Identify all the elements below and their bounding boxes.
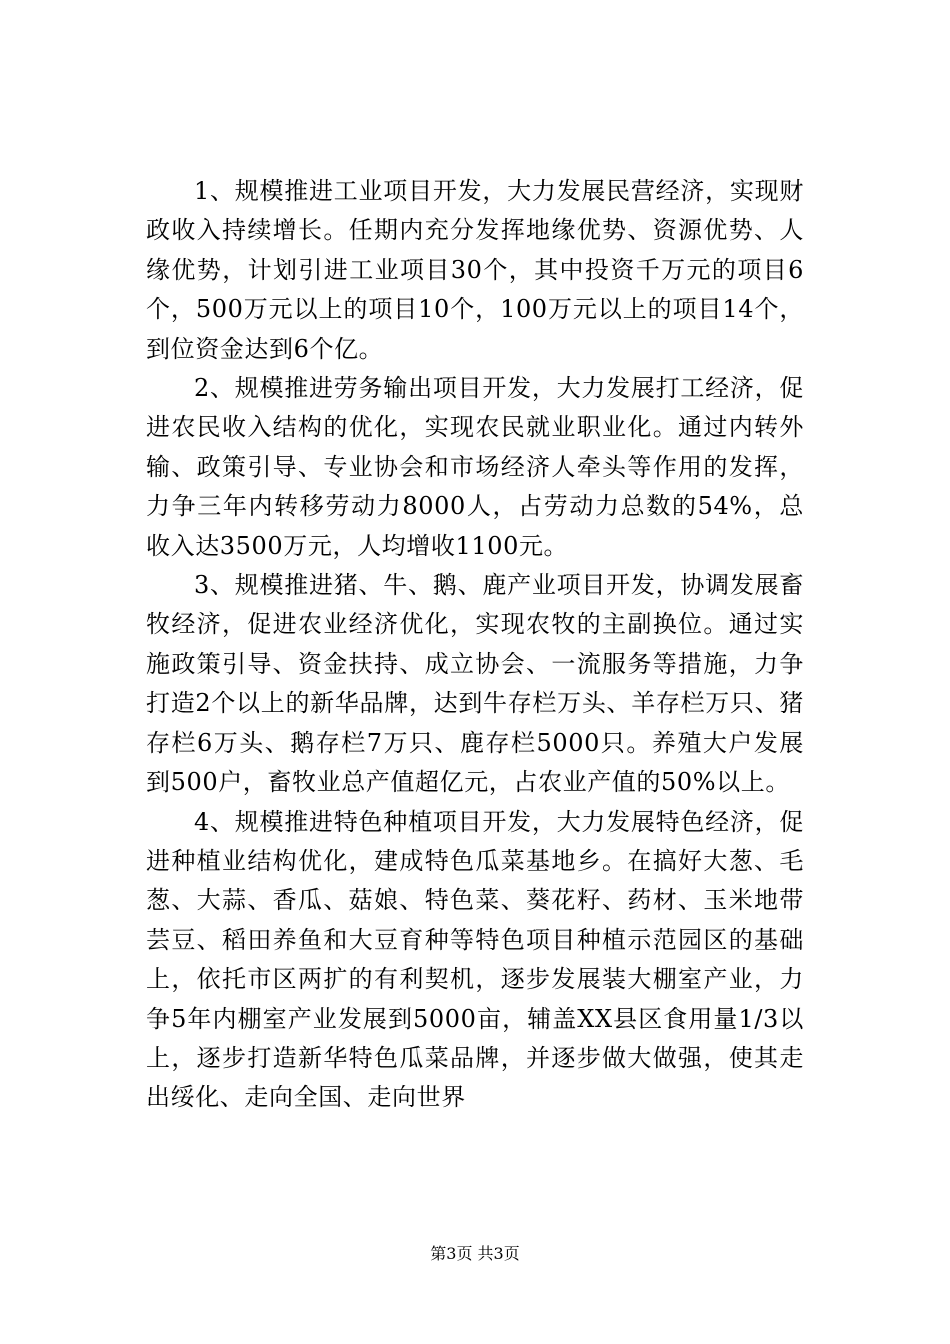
paragraph-livestock: 3、规模推进猪、牛、鹅、鹿产业项目开发，协调发展畜牧经济，促进农业经济优化，实现农牧的主副换位。通过实施政策引导、资金扶持、成立协会、一流服务等措施，力争打造2个以上的新华品牌，达到牛存栏万头、羊存栏万只、猪存栏6万头、鹅存栏7万只、鹿存栏5000只。养殖大户发展到500户，畜牧业总产值超亿元，占农业产值的50%以上。 bbox=[146, 571, 804, 797]
paragraph-specialty-planting: 4、规模推进特色种植项目开发，大力发展特色经济，促进种植业结构优化，建成特色瓜菜基地乡。在搞好大葱、毛葱、大蒜、香瓜、菇娘、特色菜、葵花籽、药材、玉米地带芸豆、稻田养鱼和大豆育种等特色项目种植示范园区的基础上，依托市区两扩的有利契机，逐步发展装大棚室产业，力争5年内棚室产业发展到5000亩，辅盖XX县区食用量1/3以上，逐步打造新华特色瓜菜品牌，并逐步做大做强，使其走出绥化、走向全国、走向世界 bbox=[146, 807, 804, 1112]
paragraph-labor-export: 2、规模推进劳务输出项目开发，大力发展打工经济，促进农民收入结构的优化，实现农民就业职业化。通过内转外输、政策引导、专业协会和市场经济人牵头等作用的发挥，力争三年内转移劳动力8000人，占劳动力总数的54%，总收入达3500万元，人均增收1100元。 bbox=[146, 374, 804, 560]
page-footer: 第3页 共3页 bbox=[430, 1244, 520, 1263]
paragraph-industrial-projects: 1、规模推进工业项目开发，大力发展民营经济，实现财政收入持续增长。任期内充分发挥地缘优势、资源优势、人缘优势，计划引进工业项目30个，其中投资千万元的项目6个，500万元以上的项目10个，100万元以上的项目14个，到位资金达到6个亿。 bbox=[146, 177, 804, 363]
document-body bbox=[146, 172, 804, 1118]
